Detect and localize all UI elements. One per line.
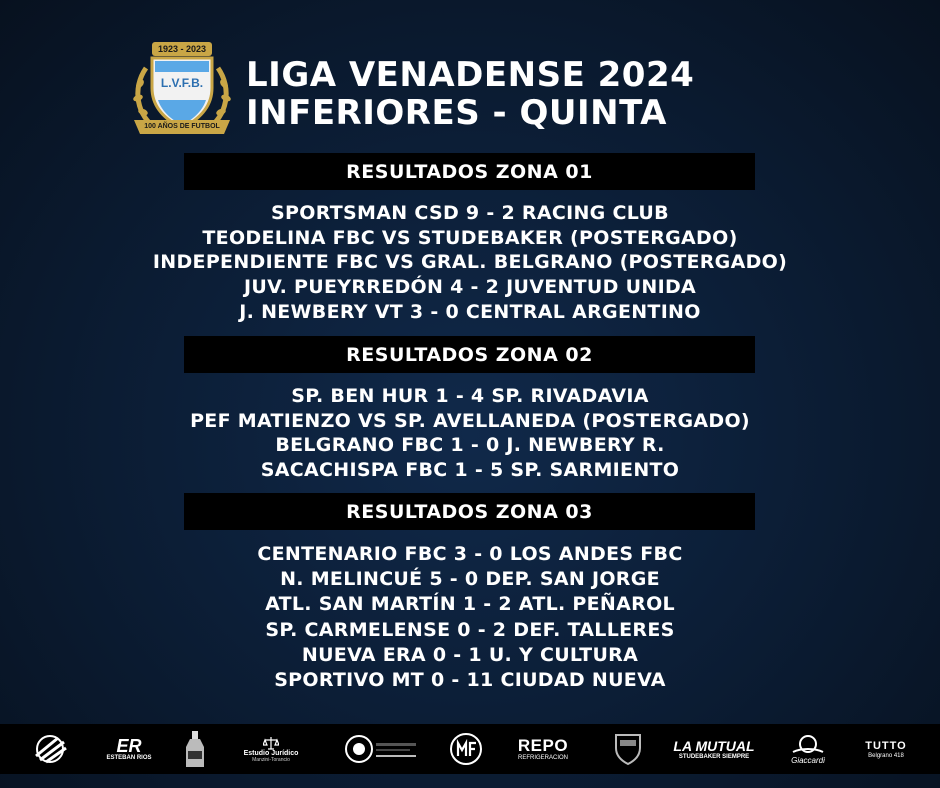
sponsor-1-logo xyxy=(28,724,72,774)
sponsor-estudio-label-1: Estudio Jurídico xyxy=(243,749,299,757)
lvfb-logo xyxy=(128,38,236,144)
sponsor-estudio-label-2: Manzini-Torancio xyxy=(252,756,290,763)
match-result: JUV. PUEYRREDÓN 4 - 2 JUVENTUD UNIDA xyxy=(243,276,697,299)
zone-03-header xyxy=(184,493,755,530)
zone-03-title: RESULTADOS ZONA 03 xyxy=(346,500,593,523)
sponsor-giaccardi xyxy=(782,724,834,774)
giaccardi-icon xyxy=(791,734,825,756)
match-result: SP. CARMELENSE 0 - 2 DEF. TALLERES xyxy=(265,618,675,641)
match-result: PEF MATIENZO VS SP. AVELLANEDA (POSTERGADO) xyxy=(190,409,750,432)
sponsor-tutto-label: Belgrano 418 xyxy=(868,752,904,759)
logo-years: 1923 - 2023 xyxy=(157,44,207,54)
match-result: SPORTIVO MT 0 - 11 CIUDAD NUEVA xyxy=(274,669,666,692)
crest-icon xyxy=(613,732,643,766)
sponsor-repo-label: REFRIGERACION xyxy=(517,755,568,761)
sponsor-mf-logo xyxy=(446,724,486,774)
sponsor-tutto xyxy=(856,724,916,774)
sponsor-esteban-rios xyxy=(100,724,158,774)
sponsor-er-label: ESTEBAN RIOS xyxy=(106,755,152,761)
sponsor-round-emblem xyxy=(340,724,424,774)
match-result: BELGRANO FBC 1 - 0 J. NEWBERY R. xyxy=(275,434,665,457)
zone-02-header xyxy=(184,336,755,373)
logo-initials: L.V.F.B. xyxy=(160,76,204,90)
match-result: SP. BEN HUR 1 - 4 SP. RIVADAVIA xyxy=(291,385,649,407)
sponsor-giaccardi-label: Giaccardi xyxy=(791,755,825,765)
sponsor-la-mutual xyxy=(672,724,756,774)
sponsor-mutual-mark: LA MUTUAL xyxy=(673,738,755,754)
zone-02-title: RESULTADOS ZONA 02 xyxy=(346,343,593,366)
zone-02-results xyxy=(0,384,940,483)
mf-monogram-icon xyxy=(449,732,483,766)
zone-03-results xyxy=(0,542,940,693)
round-emblem-icon xyxy=(344,734,374,764)
zone-01-header xyxy=(184,153,755,190)
match-result: INDEPENDIENTE FBC VS GRAL. BELGRANO (POSTERGADO) xyxy=(152,251,788,274)
sponsor-er-mark: ER xyxy=(116,736,142,756)
sponsor-bar xyxy=(0,724,940,774)
header-title-block xyxy=(246,56,694,132)
match-result: SACACHISPA FBC 1 - 5 SP. SARMIENTO xyxy=(260,459,680,482)
sponsor-association-crest xyxy=(606,724,650,774)
sponsor-estudio-juridico xyxy=(236,724,306,774)
bottle-icon xyxy=(182,729,208,769)
match-result: N. MELINCUÉ 5 - 0 DEP. SAN JORGE xyxy=(280,568,660,591)
zone-01-title: RESULTADOS ZONA 01 xyxy=(346,160,593,183)
match-result: CENTENARIO FBC 3 - 0 LOS ANDES FBC xyxy=(257,543,683,565)
sponsor-tutto-mark: TUTTO xyxy=(865,739,907,752)
scales-icon xyxy=(263,736,279,750)
zone-01-results xyxy=(0,201,940,325)
match-result: J. NEWBERY VT 3 - 0 CENTRAL ARGENTINO xyxy=(239,300,701,323)
logo-banner: 100 AÑOS DE FUTBOL xyxy=(144,123,220,130)
page-title: LIGA VENADENSE 2024 xyxy=(246,55,695,95)
match-result: NUEVA ERA 0 - 1 U. Y CULTURA xyxy=(301,643,639,666)
match-result: TEODELINA FBC VS STUDEBAKER (POSTERGADO) xyxy=(202,226,738,249)
match-result: ATL. SAN MARTÍN 1 - 2 ATL. PEÑAROL xyxy=(265,593,675,616)
sponsor-repo-mark: REPO xyxy=(517,736,569,755)
sponsor-repo xyxy=(506,724,580,774)
sponsor-bottle-logo xyxy=(178,724,212,774)
match-result: SPORTSMAN CSD 9 - 2 RACING CLUB xyxy=(271,202,669,224)
sponsor-mutual-label: STUDEBAKER SIEMPRE xyxy=(678,754,750,760)
sponsor-wordmark-graphic xyxy=(374,739,420,759)
page-subtitle: INFERIORES - QUINTA xyxy=(246,93,667,133)
sponsor-stripes-icon xyxy=(30,734,70,764)
